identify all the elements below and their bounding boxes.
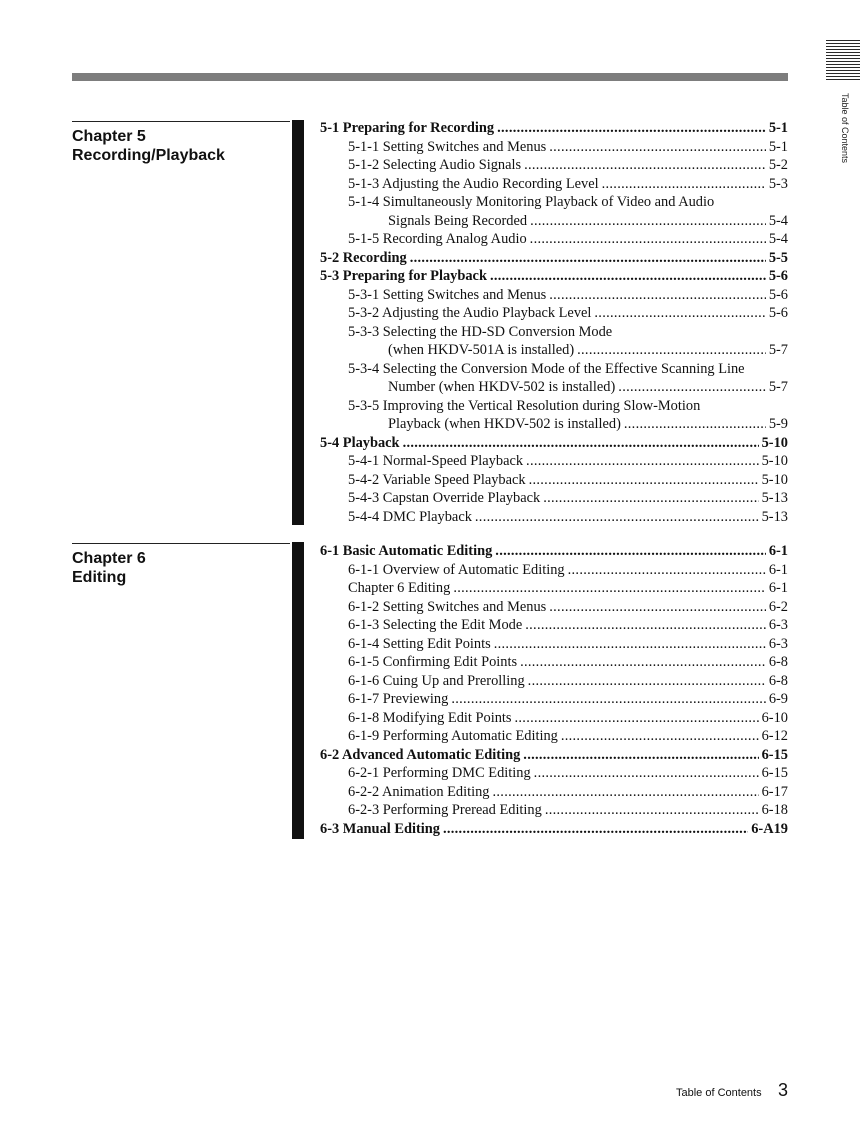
dot-leader (497, 119, 766, 138)
toc-entry[interactable] (320, 579, 788, 598)
dot-leader (443, 820, 748, 839)
toc-entry-page: 6-3 (768, 635, 788, 652)
toc-entry-title: 6-2 Advanced Automatic Editing (320, 746, 521, 763)
toc-entry-title: 5-3-1 Setting Switches and Menus (348, 286, 547, 303)
toc-entry[interactable] (320, 616, 788, 635)
toc-entry[interactable] (320, 764, 788, 783)
toc-entry-page: 6-15 (761, 746, 788, 763)
toc-entry-title: 6-1-1 Overview of Automatic Editing (348, 561, 565, 578)
toc-entry-page: 5-5 (768, 249, 788, 266)
toc-entry[interactable] (320, 212, 788, 231)
toc-entry-title: 5-4-4 DMC Playback (348, 508, 472, 525)
toc-entry-title: 6-1-7 Previewing (348, 691, 449, 707)
dot-leader (523, 746, 758, 765)
toc-entry-page: 5-1 (768, 138, 788, 155)
toc-entry-title: 6-1-9 Performing Automatic Editing (348, 728, 558, 744)
toc-entry-page: 6-2 (768, 598, 788, 615)
dot-leader (618, 378, 766, 397)
toc-entry[interactable] (320, 561, 788, 580)
dot-leader (453, 579, 765, 598)
toc-entry-title: 5-4-2 Variable Speed Playback (348, 471, 526, 488)
toc-entry-page: 5-4 (768, 212, 788, 229)
toc-entry-title: Chapter 6 Editing (348, 580, 451, 596)
dot-leader (493, 783, 759, 802)
toc-entry[interactable] (320, 820, 788, 839)
toc-entry[interactable] (320, 193, 788, 212)
toc-entry[interactable] (320, 286, 788, 305)
toc-entry-page: 6-1 (768, 561, 788, 578)
toc-entry-page: 5-4 (768, 231, 788, 247)
toc-entry-page: 6-8 (768, 654, 788, 670)
dot-leader (549, 138, 766, 157)
toc-entry-title: Number (when HKDV-502 is installed) (388, 379, 616, 395)
toc-entry[interactable] (320, 175, 788, 194)
dot-leader (602, 175, 766, 194)
toc-entry[interactable] (320, 672, 788, 691)
thumb-index-mark (826, 40, 860, 80)
toc-entry-page: 5-6 (768, 305, 788, 321)
dot-leader (490, 267, 766, 286)
top-rule (72, 73, 788, 81)
toc-list (320, 119, 788, 526)
dot-leader (528, 672, 766, 691)
toc-entry[interactable] (320, 304, 788, 323)
dot-leader (530, 212, 766, 231)
toc-entry[interactable] (320, 323, 788, 342)
toc-entry-title: Playback (when HKDV-502 is installed) (388, 416, 621, 432)
toc-entry-page: 6-15 (761, 765, 788, 781)
dot-leader (545, 801, 759, 820)
dot-leader (475, 508, 759, 527)
chapter-bar (292, 542, 304, 839)
toc-entry-title: 6-1-6 Cuing Up and Prerolling (348, 672, 525, 689)
toc-entry[interactable] (320, 434, 788, 453)
toc-entry[interactable] (320, 119, 788, 138)
toc-entry-page: 6-18 (761, 802, 788, 818)
chapter-title: Recording/Playback (72, 147, 225, 164)
toc-entry-title: 6-1-2 Setting Switches and Menus (348, 598, 547, 615)
chapter-number: Chapter 6 (72, 550, 146, 567)
toc-entry-page: 5-10 (761, 434, 788, 451)
toc-entry-title: 5-3-4 Selecting the Conversion Mode of the Effective Scanning Line (348, 360, 745, 377)
dot-leader (524, 156, 766, 175)
chapter-bar (292, 120, 304, 525)
toc-entry[interactable] (320, 746, 788, 765)
dot-leader (624, 415, 766, 434)
toc-entry-page: 6-9 (768, 691, 788, 707)
toc-entry-title: 5-3-3 Selecting the HD-SD Conversion Mode (348, 323, 613, 340)
toc-entry-title: 6-3 Manual Editing (320, 820, 440, 837)
toc-entry[interactable] (320, 653, 788, 672)
toc-entry-page: 6-17 (761, 783, 788, 800)
toc-entry[interactable] (320, 156, 788, 175)
toc-entry-page: 5-6 (768, 268, 788, 284)
dot-leader (515, 709, 759, 728)
dot-leader (534, 764, 759, 783)
toc-entry-title: 5-1-5 Recording Analog Audio (348, 231, 527, 247)
side-tab-label: Table of Contents (840, 93, 850, 164)
toc-entry[interactable] (320, 690, 788, 709)
toc-entry-title: 5-1-1 Setting Switches and Menus (348, 138, 547, 155)
dot-leader (530, 230, 766, 249)
toc-entry-title: 5-4-3 Capstan Override Playback (348, 490, 541, 506)
toc-entry-title: (when HKDV-501A is installed) (388, 342, 575, 358)
toc-entry-title: 5-3 Preparing for Playback (320, 268, 487, 284)
toc-entry-title: Signals Being Recorded (388, 212, 528, 229)
toc-entry[interactable] (320, 249, 788, 268)
toc-entry-page: 5-1 (768, 120, 788, 136)
dot-leader (525, 616, 766, 635)
toc-entry-title: 5-1-2 Selecting Audio Signals (348, 157, 522, 173)
toc-entry-title: 6-1-4 Setting Edit Points (348, 635, 491, 652)
dot-leader (451, 690, 765, 709)
toc-entry-page: 6-12 (761, 728, 788, 744)
toc-entry-page: 5-7 (768, 342, 788, 358)
toc-entry-title: 5-2 Recording (320, 249, 407, 266)
dot-leader (526, 452, 759, 471)
footer-section-label: Table of Contents (676, 1087, 762, 1099)
toc-entry-title: 6-2-2 Animation Editing (348, 783, 490, 800)
toc-entry[interactable] (320, 230, 788, 249)
dot-leader (543, 489, 758, 508)
toc-entry-title: 5-4 Playback (320, 434, 400, 451)
toc-entry-title: 6-2-3 Performing Preread Editing (348, 802, 542, 818)
dot-leader (549, 286, 766, 305)
toc-entry-page: 5-3 (768, 175, 788, 192)
toc-entry[interactable] (320, 415, 788, 434)
dot-leader (494, 635, 766, 654)
toc-entry-page: 6-1 (768, 580, 788, 596)
dot-leader (561, 727, 759, 746)
toc-entry[interactable] (320, 341, 788, 360)
toc-entry-title: 5-1-3 Adjusting the Audio Recording Level (348, 175, 599, 192)
toc-entry-page: 5-13 (761, 490, 788, 506)
dot-leader (529, 471, 759, 490)
dot-leader (520, 653, 766, 672)
toc-entry[interactable] (320, 598, 788, 617)
toc-entry-title: 5-1 Preparing for Recording (320, 120, 495, 136)
toc-entry-page: 6-10 (761, 709, 788, 726)
toc-entry-title: 6-2-1 Performing DMC Editing (348, 765, 531, 781)
dot-leader (403, 434, 759, 453)
chapter-number: Chapter 5 (72, 128, 146, 145)
dot-leader (594, 304, 765, 323)
toc-entry-title: 5-3-5 Improving the Vertical Resolution during Slow-Motion (348, 397, 701, 414)
toc-entry[interactable] (320, 709, 788, 728)
toc-entry-page: 5-2 (768, 157, 788, 173)
toc-entry-page: 5-6 (768, 286, 788, 303)
toc-entry[interactable] (320, 783, 788, 802)
chapter-title: Editing (72, 569, 127, 586)
toc-entry-page: 6-3 (768, 617, 788, 633)
dot-leader (577, 341, 766, 360)
toc-entry-title: 6-1-5 Confirming Edit Points (348, 654, 518, 670)
dot-leader (410, 249, 766, 268)
toc-entry-page: 5-10 (761, 453, 788, 469)
toc-entry-page: 6-8 (768, 672, 788, 689)
toc-entry[interactable] (320, 471, 788, 490)
toc-entry-title: 6-1 Basic Automatic Editing (320, 543, 493, 559)
toc-entry-page: 5-9 (768, 416, 788, 432)
page-number: 3 (778, 1080, 789, 1100)
toc-entry[interactable] (320, 635, 788, 654)
toc-entry-title: 6-1-3 Selecting the Edit Mode (348, 617, 523, 633)
toc-entry[interactable] (320, 542, 788, 561)
toc-entry[interactable] (320, 452, 788, 471)
toc-entry-page: 6-1 (768, 543, 788, 559)
toc-entry[interactable] (320, 138, 788, 157)
toc-entry[interactable] (320, 267, 788, 286)
toc-entry-title: 5-1-4 Simultaneously Monitoring Playback of Video and Audio (348, 194, 715, 210)
toc-entry[interactable] (320, 378, 788, 397)
toc-entry[interactable] (320, 397, 788, 416)
toc-entry-page: 5-13 (761, 508, 788, 525)
dot-leader (568, 561, 766, 580)
chapter-heading (72, 543, 290, 587)
toc-entry[interactable] (320, 727, 788, 746)
toc-list (320, 542, 788, 838)
toc-entry-page: 5-10 (761, 471, 788, 488)
toc-entry-title: 6-1-8 Modifying Edit Points (348, 709, 512, 726)
toc-entry-page: 5-7 (768, 379, 788, 395)
dot-leader (549, 598, 766, 617)
toc-entry-title: 5-3-2 Adjusting the Audio Playback Level (348, 305, 592, 321)
toc-entry[interactable] (320, 801, 788, 820)
toc-entry-title: 5-4-1 Normal-Speed Playback (348, 453, 524, 469)
dot-leader (495, 542, 766, 561)
toc-entry-page: 6-A19 (751, 820, 788, 837)
toc-entry[interactable] (320, 508, 788, 527)
toc-entry[interactable] (320, 360, 788, 379)
chapter-heading (72, 121, 290, 165)
toc-entry[interactable] (320, 489, 788, 508)
